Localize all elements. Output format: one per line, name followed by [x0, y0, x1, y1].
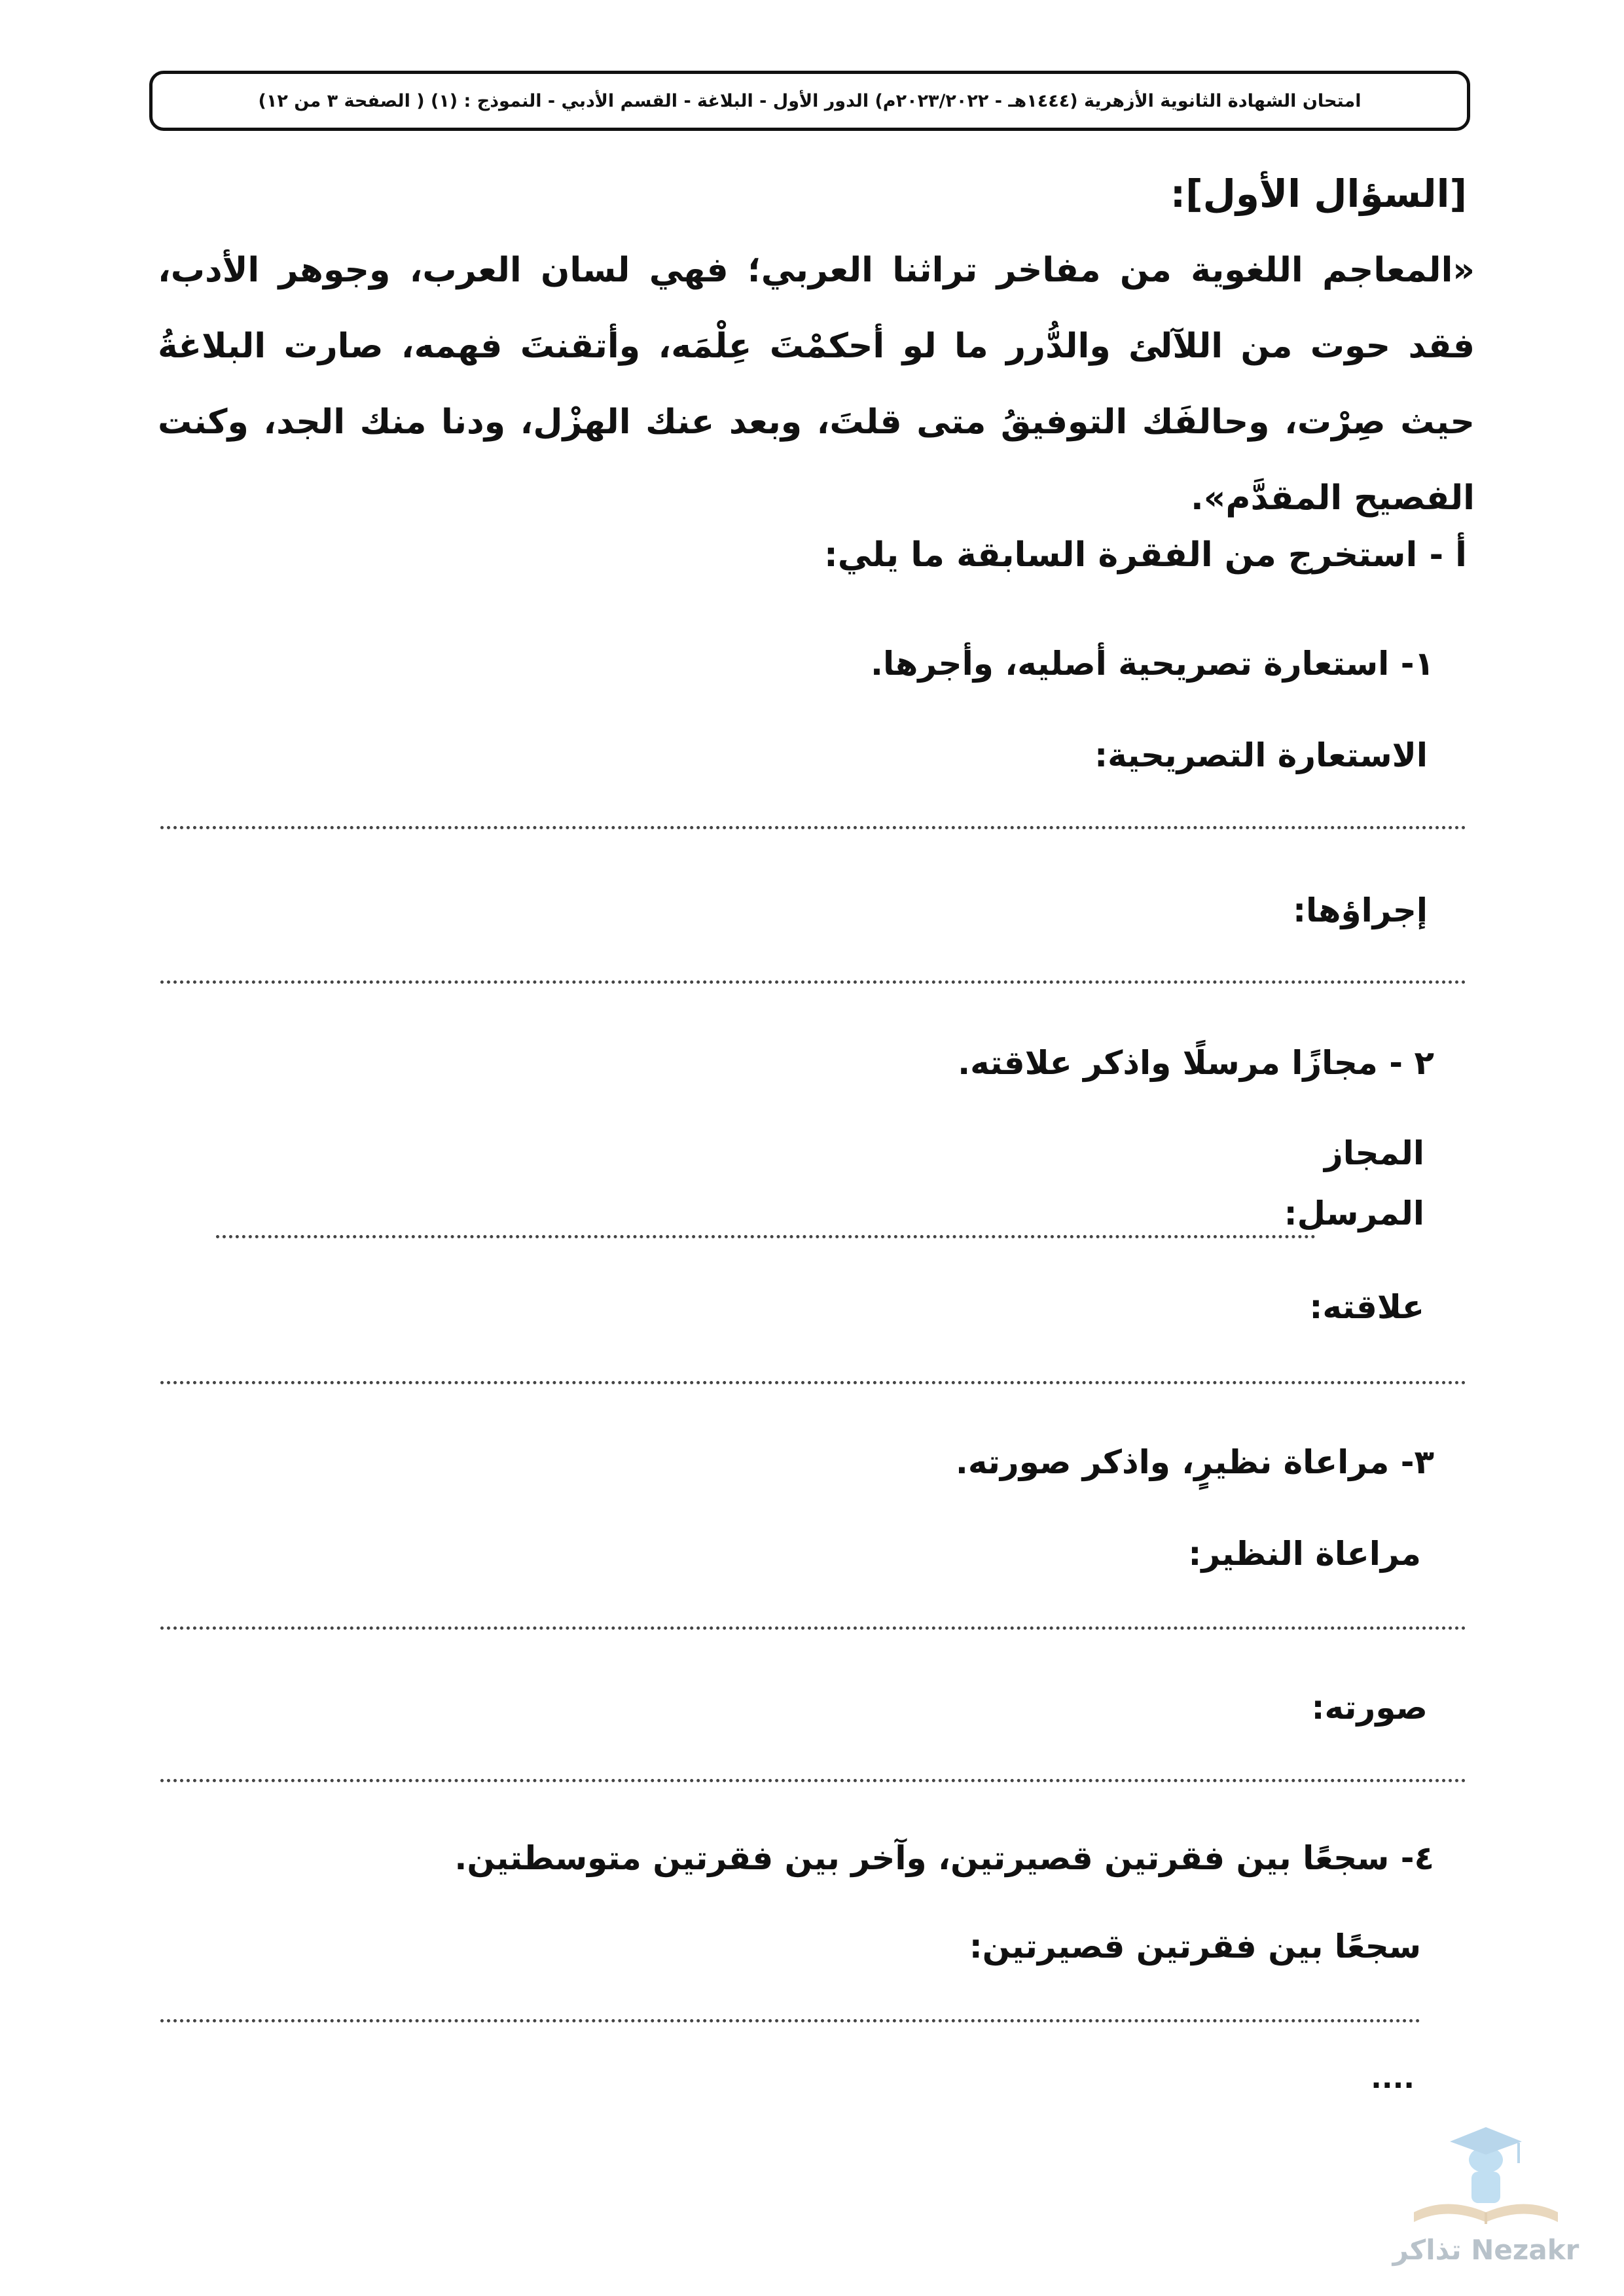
item-1-label-metaphor: الاستعارة التصريحية:	[1094, 736, 1428, 774]
item-2-label-relation: علاقته:	[1309, 1288, 1424, 1326]
item-1-label-procedure: إجراؤها:	[1293, 891, 1428, 929]
nezakr-watermark	[1388, 2114, 1584, 2271]
question-paragraph: «المعاجم اللغوية من مفاخر تراثنا العربي؛ فهي لسان العرب، وجوهر الأدب، فقد حوت من اللآلئ والدُّرر ما لو أحكمْتَ عِلْمَه، وأتقنتَ فهمه، صارت البلاغةُ حيث صِرْت، وحالفَك التوفيقُ متى قلتَ، وبعد عنك الهزْل، ودنا منك الجد، وكنت الفصيح المقدَّم».	[158, 251, 1475, 518]
item-2-label-mursal: المرسل:	[1284, 1194, 1424, 1232]
answer-line[interactable]	[160, 980, 1466, 984]
item-4-prompt: ٤- سجعًا بين فقرتين قصيرتين، وآخر بين فقرتين متوسطتين.	[454, 1839, 1434, 1877]
part-a-instruction: أ - استخرج من الفقرة السابقة ما يلي:	[823, 535, 1467, 575]
item-3-prompt: ٣- مراعاة نظيرٍ، واذكر صورته.	[955, 1443, 1434, 1481]
item-3-label-nazir: مراعاة النظير:	[1188, 1535, 1421, 1573]
item-3-label-form: صورته:	[1311, 1689, 1428, 1727]
graduation-book-icon	[1388, 2114, 1584, 2271]
answer-line[interactable]	[160, 1381, 1466, 1384]
answer-line[interactable]	[216, 1235, 1316, 1238]
answer-line[interactable]	[160, 1626, 1466, 1630]
question-title: [السؤال الأول]:	[1170, 171, 1467, 216]
exam-header-text: امتحان الشهادة الثانوية الأزهرية (١٤٤٤هـ - ٢٠٢٣/٢٠٢٢م) الدور الأول - البلاغة - القسم الأدبي - النموذج : (١) ( الصفحة ٣ من ١٢)	[258, 90, 1362, 111]
item-4-label-short-saj: سجعًا بين فقرتين قصيرتين:	[969, 1928, 1421, 1965]
answer-line[interactable]	[160, 826, 1466, 829]
exam-header	[149, 71, 1470, 131]
trailing-dots: ....	[1371, 2062, 1415, 2095]
item-2-label-majaz: المجاز	[1324, 1134, 1424, 1172]
item-1-prompt: ١- استعارة تصريحية أصليه، وأجرها.	[871, 645, 1434, 683]
item-2-prompt: ٢ - مجازًا مرسلًا واذكر علاقته.	[958, 1044, 1434, 1082]
answer-line[interactable]	[160, 1779, 1466, 1782]
answer-line[interactable]	[160, 2019, 1420, 2022]
watermark-text: Nezakr تذاكر	[1392, 2234, 1579, 2266]
